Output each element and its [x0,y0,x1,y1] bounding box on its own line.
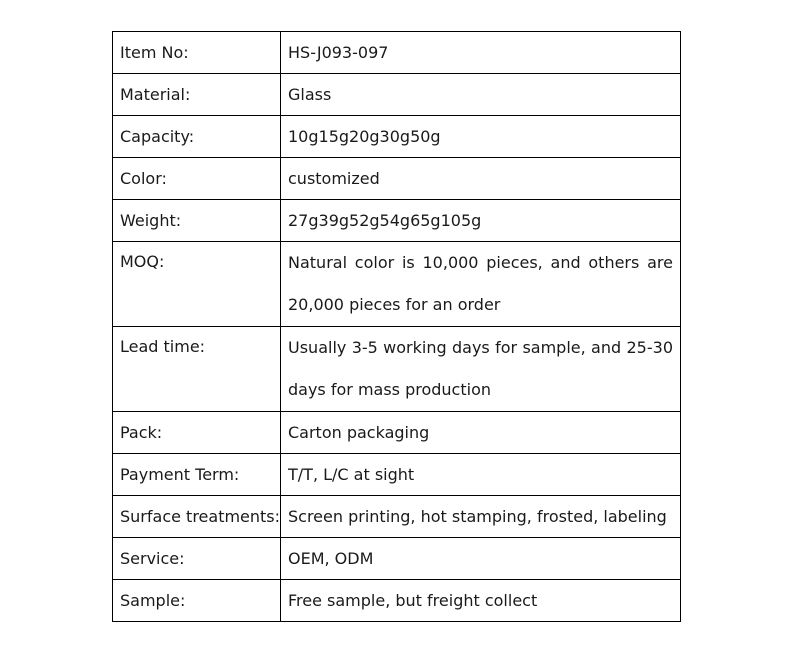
item-no-value: HS-J093-097 [281,32,681,74]
capacity-label: Capacity: [113,116,281,158]
sample-label: Sample: [113,580,281,622]
product-spec-table [112,31,681,622]
material-label: Material: [113,74,281,116]
table-row-surface-treatments [113,496,681,538]
table-row-material [113,74,681,116]
surface-treatments-value: Screen printing, hot stamping, frosted, labeling [281,496,681,538]
moq-label: MOQ: [113,242,281,327]
service-label: Service: [113,538,281,580]
lead-time-value: Usually 3-5 working days for sample, and 25-30 days for mass production [281,327,681,412]
sample-value: Free sample, but freight collect [281,580,681,622]
table-row-capacity [113,116,681,158]
payment-term-label: Payment Term: [113,454,281,496]
pack-value: Carton packaging [281,412,681,454]
table-row-weight [113,200,681,242]
service-value: OEM, ODM [281,538,681,580]
color-value: customized [281,158,681,200]
payment-term-value: T/T, L/C at sight [281,454,681,496]
lead-time-label: Lead time: [113,327,281,412]
material-value: Glass [281,74,681,116]
table-row-payment-term [113,454,681,496]
moq-value: Natural color is 10,000 pieces, and others are 20,000 pieces for an order [281,242,681,327]
weight-value: 27g39g52g54g65g105g [281,200,681,242]
color-label: Color: [113,158,281,200]
table-row-lead-time [113,327,681,412]
table-row-color [113,158,681,200]
table-row-moq [113,242,681,327]
table-row-sample [113,580,681,622]
weight-label: Weight: [113,200,281,242]
pack-label: Pack: [113,412,281,454]
table-row-item-no [113,32,681,74]
item-no-label: Item No: [113,32,281,74]
table-row-service [113,538,681,580]
surface-treatments-label: Surface treatments: [113,496,281,538]
table-row-pack [113,412,681,454]
capacity-value: 10g15g20g30g50g [281,116,681,158]
